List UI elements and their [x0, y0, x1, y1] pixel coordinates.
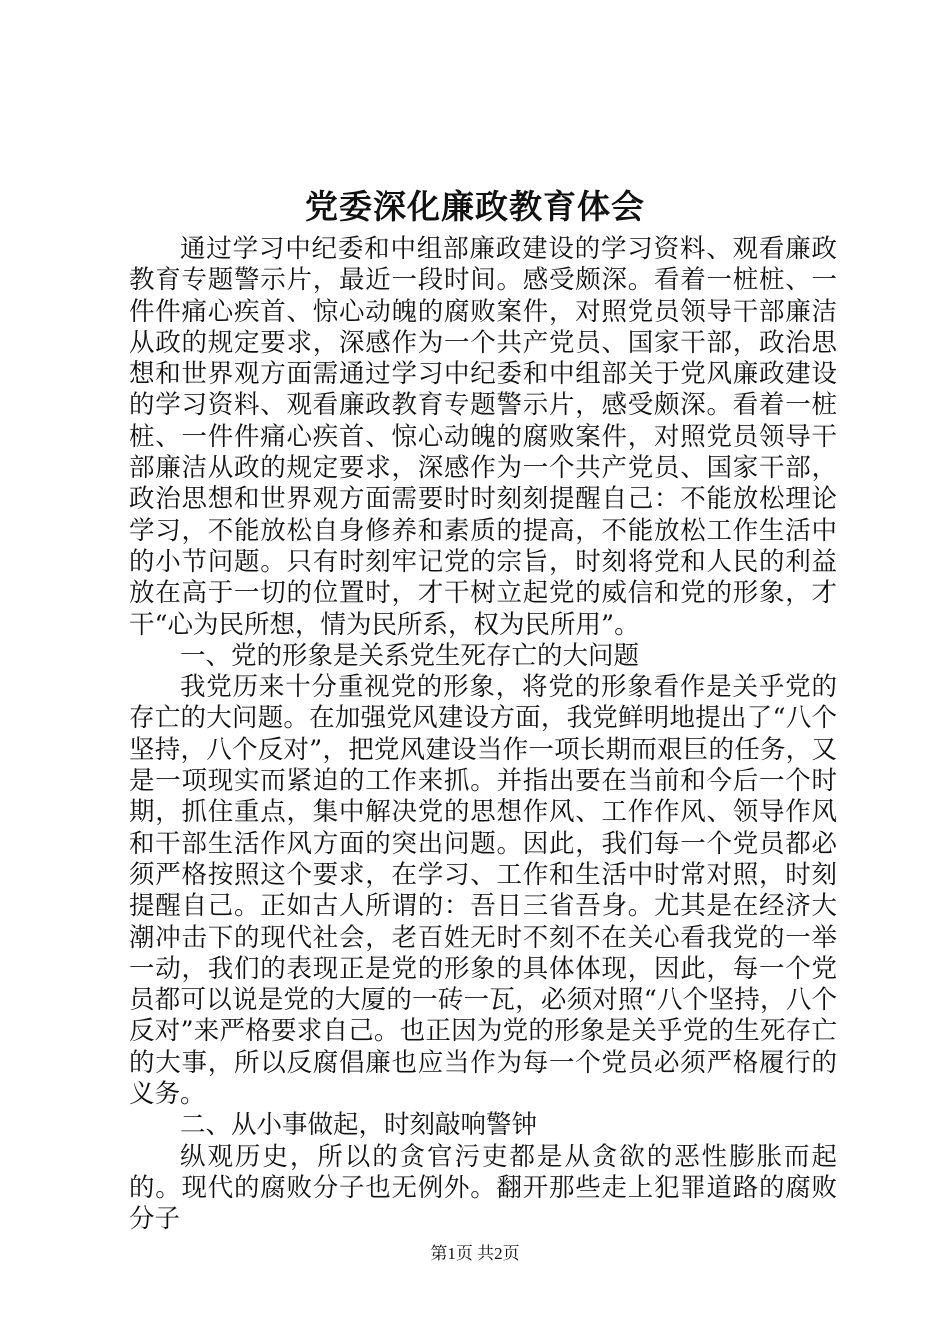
paragraph: 纵观历史，所以的贪官污吏都是从贪欲的恶性膨胀而起的。现代的腐败分子也无例外。翻开那些走上犯罪道路的腐败分子: [129, 1141, 837, 1235]
section-heading: 二、从小事做起，时刻敲响警钟: [180, 1110, 538, 1141]
paragraph: 我党历来十分重视党的形象，将党的形象看作是关乎党的存亡的大问题。在加强党风建设方面，我党鲜明地提出了“八个坚持，八个反对”，把党风建设当作一项长期而艰巨的任务，又是一项现实而紧迫的工作来抓。并指出要在当前和今后一个时期，抓住重点，集中解决党的思想作风、工作作风、领导作风和干部生活作风方面的突出问题。因此，我们每一个党员都必须严格按照这个要求，在学习、工作和生活中时常对照，时刻提醒自己。正如古人所谓的：吾日三省吾身。尤其是在经济大潮冲击下的现代社会，老百姓无时不刻不在关心看我党的一举一动，我们的表现正是党的形象的具体体现，因此，每一个党员都可以说是党的大厦的一砖一瓦，必须对照“八个坚持，八个反对”来严格要求自己。也正因为党的形象是关乎党的生死存亡的大事，所以反腐倡廉也应当作为每一个党员必须严格履行的义务。: [129, 672, 837, 1110]
paragraph: 通过学习中纪委和中组部廉政建设的学习资料、观看廉政教育专题警示片，最近一段时间。感受颇深。看着一桩桩、一件件痛心疾首、惊心动魄的腐败案件，对照党员领导干部廉洁从政的规定要求，深感作为一个共产党员、国家干部，政治思想和世界观方面需通过学习中纪委和中组部关于党风廉政建设的学习资料、观看廉政教育专题警示片，感受颇深。看着一桩桩、一件件痛心疾首、惊心动魄的腐败案件，对照党员领导干部廉洁从政的规定要求，深感作为一个共产党员、国家干部，政治思想和世界观方面需要时时刻刻提醒自己：不能放松理论学习，不能放松自身修养和素质的提高，不能放松工作生活中的小节问题。只有时刻牢记党的宗旨，时刻将党和人民的利益放在高于一切的位置时，才干树立起党的威信和党的形象，才干“心为民所想，情为民所系，权为民所用”。: [129, 234, 837, 640]
section-heading: 一、党的形象是关系党生死存亡的大问题: [180, 640, 640, 671]
document-body: [129, 234, 837, 1236]
page-footer: 第1页 共2页: [430, 1244, 520, 1263]
document-title: 党委深化廉政教育体会: [305, 187, 645, 226]
